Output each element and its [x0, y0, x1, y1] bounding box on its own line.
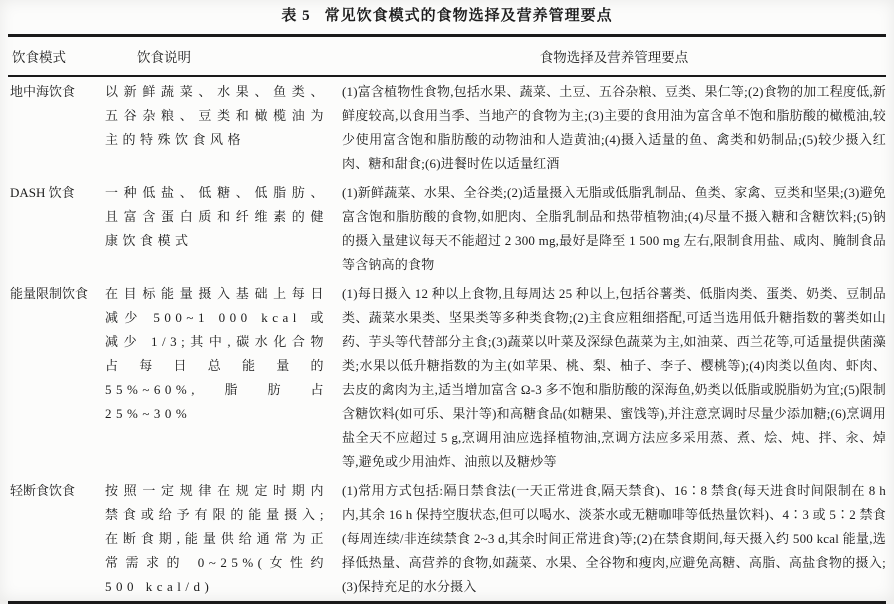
cell-description-dash: 一种低盐、低糖、低脂肪、且富含蛋白质和纤维素的健康饮食模式 [105, 184, 328, 248]
header-diet-description: 饮食说明 [105, 36, 342, 76]
table-caption [8, 6, 886, 27]
table-caption-text: 常见饮食模式的食物选择及营养管理要点 [324, 8, 613, 24]
row-energy-restricted-diet [8, 279, 886, 476]
header-food-choice-points: 食物选择及营养管理要点 [342, 36, 886, 76]
header-diet-pattern: 饮食模式 [8, 36, 105, 76]
cell-description-intermittent-fasting: 按照一定规律在规定时期内禁食或给予有限的能量摄入;在断食期,能量供给通常为正常需求的 0~25%(女性约 500 kcal/d) [105, 482, 328, 594]
cell-points-intermittent-fasting: (1)常用方式包括:隔日禁食法(一天正常进食,隔天禁食)、16∶8 禁食(每天进食时间限制在 8 h 内,其余 16 h 保持空腹状态,但可以喝水、淡茶水或无糖咖啡等低热量饮料)、4∶3 或 5∶2 禁食(每周连续/非连续禁食 2~3 d,其余时间正常进食)等;(2)在禁食期间,每天摄入约 500 kcal 能量,选择低热量、高营养的食物,如蔬菜、水果、全谷物和瘦肉,应避免高糖、高脂、高盐食物的摄入;(3)保持充足的水分摄入 [342, 482, 886, 594]
cell-points-dash: (1)新鲜蔬菜、水果、全谷类;(2)适量摄入无脂或低脂乳制品、鱼类、家禽、豆类和坚果;(3)避免富含饱和脂肪酸的食物,如肥肉、全脂乳制品和热带植物油;(4)尽量不摄入糖和含糖饮料;(5)钠的摄入量建议每天不能超过 2 300 mg,最好是降至 1 500 mg 左右,限制食用盐、咸肉、腌制食品等含钠高的食物 [342, 184, 886, 272]
cell-description-energy-restricted: 在目标能量摄入基础上每日减少 500~1 000 kcal 或减少 1/3;其中,碳水化合物占每日总能量的 55%~60%,脂肪占 25%~30% [105, 285, 328, 421]
table-header-row [8, 36, 886, 76]
row-intermittent-fasting-diet [8, 476, 886, 603]
cell-description-mediterranean: 以新鲜蔬菜、水果、鱼类、五谷杂粮、豆类和橄榄油为主的特殊饮食风格 [105, 83, 328, 147]
cell-pattern-intermittent-fasting: 轻断食饮食 [10, 482, 76, 498]
cell-pattern-mediterranean: 地中海饮食 [10, 83, 76, 99]
cell-points-energy-restricted: (1)每日摄入 12 种以上食物,且每周达 25 种以上,包括谷薯类、低脂肉类、蛋类、奶类、豆制品类、蔬菜水果类、坚果类等多种类食物;(2)主食应粗细搭配,可适当选用低升糖指数的薯类如山药、芋头等代替部分主食;(3)蔬菜以叶菜及深绿色蔬菜为主,如油菜、西兰花等,可适量提供菌藻类;水果以低升糖指数的为主(如苹果、桃、梨、柚子、李子、樱桃等);(4)肉类以鱼肉、虾肉、去皮的禽肉为主,适当增加富含 Ω-3 多不饱和脂肪酸的深海鱼,奶类以低脂或脱脂奶为宜;(5)限制含糖饮料(如可乐、果汁等)和高糖食品(如糖果、蜜饯等),并注意烹调时尽量少添加糖;(6)烹调用盐全天不应超过 5 g,烹调用油应选择植物油,烹调方法应多采用蒸、煮、烩、炖、拌、汆、焯等,避免或少用油炸、油煎以及糖炒等 [342, 285, 886, 469]
cell-pattern-dash: DASH 饮食 [10, 184, 75, 200]
row-dash-diet [8, 178, 886, 279]
table-caption-number: 表 5 [281, 8, 311, 24]
diet-patterns-table [8, 34, 886, 604]
cell-pattern-energy-restricted: 能量限制饮食 [10, 285, 89, 301]
cell-points-mediterranean: (1)富含植物性食物,包括水果、蔬菜、土豆、五谷杂粮、豆类、果仁等;(2)食物的加工程度低,新鲜度较高,以食用当季、当地产的食物为主;(3)主要的食用油为富含单不饱和脂肪酸的橄榄油,较少使用富含饱和脂肪酸的动物油和人造黄油;(4)摄入适量的鱼、禽类和奶制品;(5)较少摄入红肉、糖和甜食;(6)进餐时佐以适量红酒 [342, 83, 886, 171]
row-mediterranean-diet [8, 76, 886, 178]
